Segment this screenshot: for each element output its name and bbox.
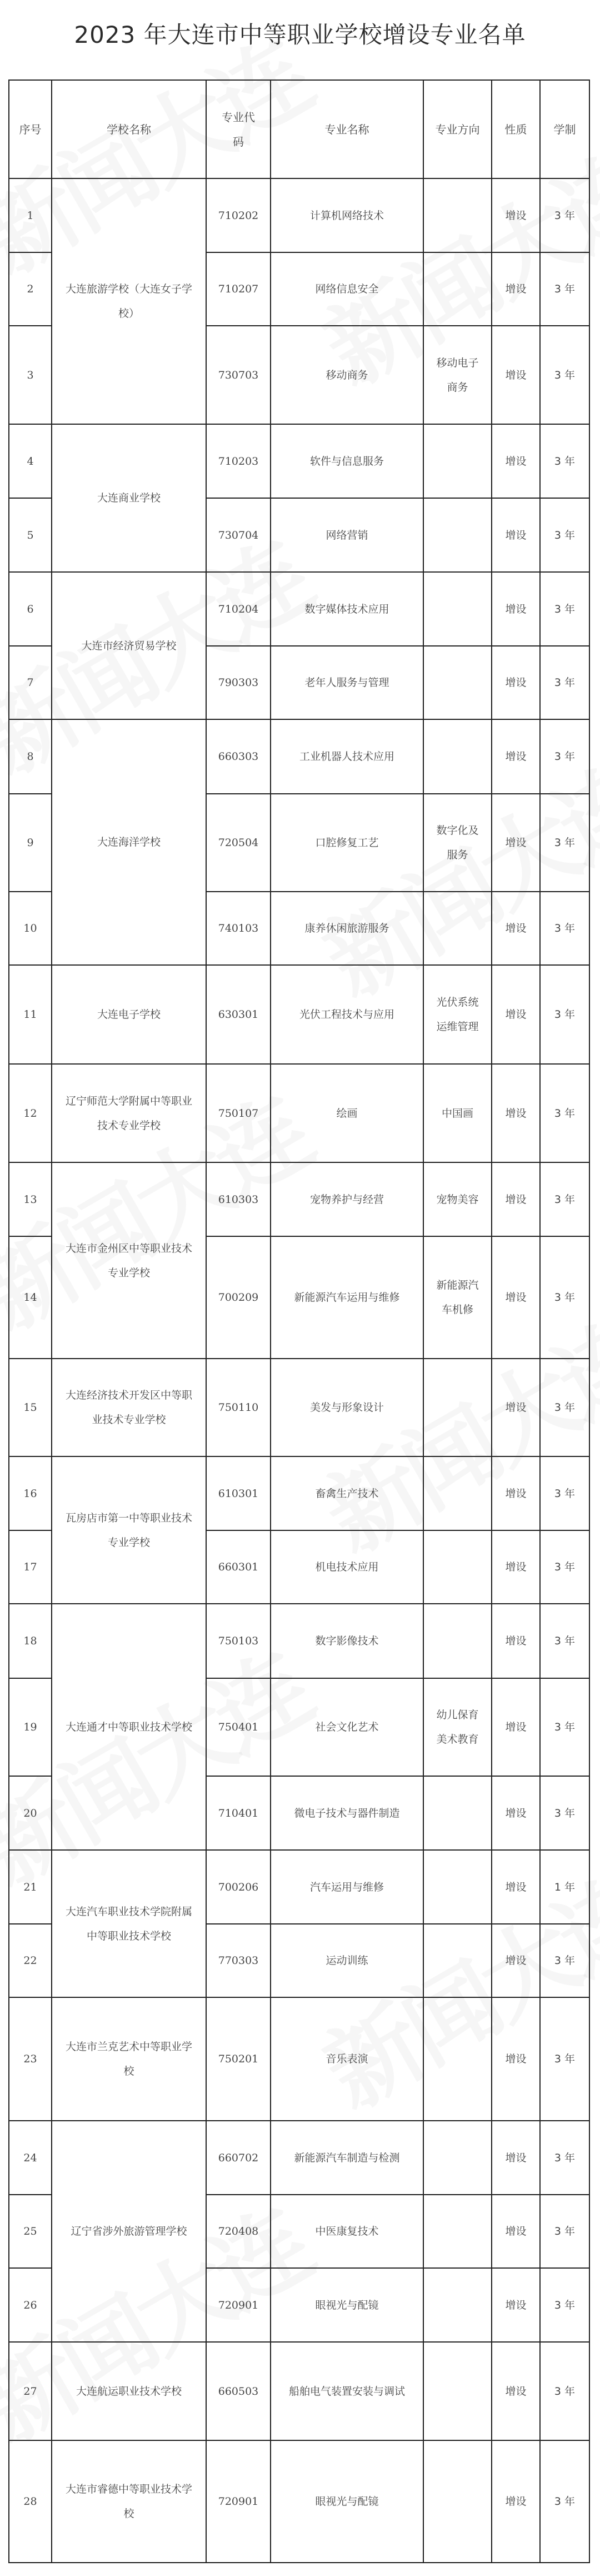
cell-no: 23 (9, 1997, 52, 2121)
cell-code: 720901 (206, 2268, 271, 2342)
cell-code: 750103 (206, 1604, 271, 1678)
header-school: 学校名称 (52, 80, 206, 178)
cell-direction: 幼儿保育美术教育 (423, 1678, 492, 1776)
cell-direction (423, 252, 492, 326)
cell-no: 28 (9, 2440, 52, 2563)
cell-duration: 3 年 (540, 424, 589, 498)
cell-no: 14 (9, 1236, 52, 1359)
cell-no: 27 (9, 2342, 52, 2440)
cell-no: 12 (9, 1064, 52, 1162)
cell-nature: 增设 (492, 572, 540, 646)
table-row (9, 1064, 589, 1162)
table-row (9, 1604, 589, 1678)
cell-direction (423, 1604, 492, 1678)
cell-direction (423, 1924, 492, 1997)
table-row (9, 1359, 589, 1456)
cell-no: 25 (9, 2195, 52, 2268)
cell-code: 710401 (206, 1776, 271, 1850)
cell-code: 710204 (206, 572, 271, 646)
cell-code: 660303 (206, 719, 271, 794)
cell-major: 网络营销 (271, 498, 423, 572)
cell-direction (423, 1456, 492, 1530)
cell-duration: 3 年 (540, 326, 589, 424)
cell-nature: 增设 (492, 1359, 540, 1456)
cell-code: 790303 (206, 646, 271, 719)
cell-major: 眼视光与配镜 (271, 2268, 423, 2342)
cell-code: 720408 (206, 2195, 271, 2268)
cell-no: 24 (9, 2121, 52, 2195)
major-table (8, 79, 590, 2563)
cell-direction (423, 1997, 492, 2121)
cell-nature: 增设 (492, 2268, 540, 2342)
cell-school: 大连电子学校 (52, 965, 206, 1064)
cell-code: 660301 (206, 1530, 271, 1604)
cell-duration: 3 年 (540, 498, 589, 572)
table-row (9, 424, 589, 498)
cell-duration: 3 年 (540, 794, 589, 892)
cell-school: 大连汽车职业技术学院附属中等职业技术学校 (52, 1850, 206, 1997)
header-major: 专业名称 (271, 80, 423, 178)
cell-school: 大连市金州区中等职业技术专业学校 (52, 1162, 206, 1359)
cell-no: 22 (9, 1924, 52, 1997)
cell-major: 数字媒体技术应用 (271, 572, 423, 646)
cell-no: 13 (9, 1162, 52, 1236)
cell-major: 畜禽生产技术 (271, 1456, 423, 1530)
table-row (9, 178, 589, 252)
cell-no: 15 (9, 1359, 52, 1456)
cell-major: 美发与形象设计 (271, 1359, 423, 1456)
cell-nature: 增设 (492, 498, 540, 572)
cell-major: 计算机网络技术 (271, 178, 423, 252)
cell-duration: 3 年 (540, 719, 589, 794)
cell-direction: 新能源汽车机修 (423, 1236, 492, 1359)
cell-code: 700206 (206, 1850, 271, 1924)
cell-nature: 增设 (492, 1924, 540, 1997)
cell-major: 新能源汽车运用与维修 (271, 1236, 423, 1359)
table-row (9, 719, 589, 794)
cell-direction: 光伏系统运维管理 (423, 965, 492, 1064)
cell-nature: 增设 (492, 719, 540, 794)
cell-duration: 3 年 (540, 1162, 589, 1236)
cell-major: 微电子技术与器件制造 (271, 1776, 423, 1850)
cell-no: 9 (9, 794, 52, 892)
cell-nature: 增设 (492, 646, 540, 719)
cell-duration: 3 年 (540, 1456, 589, 1530)
cell-nature: 增设 (492, 178, 540, 252)
cell-nature: 增设 (492, 1236, 540, 1359)
cell-duration: 3 年 (540, 572, 589, 646)
cell-duration: 3 年 (540, 1236, 589, 1359)
cell-no: 11 (9, 965, 52, 1064)
cell-nature: 增设 (492, 1776, 540, 1850)
cell-duration: 3 年 (540, 1997, 589, 2121)
cell-direction: 移动电子商务 (423, 326, 492, 424)
cell-no: 10 (9, 892, 52, 965)
cell-direction (423, 2195, 492, 2268)
cell-no: 3 (9, 326, 52, 424)
cell-no: 26 (9, 2268, 52, 2342)
header-no: 序号 (9, 80, 52, 178)
cell-direction: 宠物美容 (423, 1162, 492, 1236)
cell-code: 750401 (206, 1678, 271, 1776)
table-row (9, 1850, 589, 1924)
page-title: 2023 年大连市中等职业学校增设专业名单 (74, 21, 526, 48)
cell-major: 运动训练 (271, 1924, 423, 1997)
cell-school: 辽宁师范大学附属中等职业技术专业学校 (52, 1064, 206, 1162)
cell-major: 社会文化艺术 (271, 1678, 423, 1776)
cell-code: 720504 (206, 794, 271, 892)
cell-nature: 增设 (492, 326, 540, 424)
header-duration: 学制 (540, 80, 589, 178)
cell-duration: 3 年 (540, 2440, 589, 2563)
header-direction: 专业方向 (423, 80, 492, 178)
table-row (9, 2440, 589, 2563)
cell-code: 730704 (206, 498, 271, 572)
cell-direction (423, 2268, 492, 2342)
cell-code: 660503 (206, 2342, 271, 2440)
cell-major: 绘画 (271, 1064, 423, 1162)
cell-duration: 3 年 (540, 1530, 589, 1604)
table-row (9, 572, 589, 646)
cell-nature: 增设 (492, 794, 540, 892)
cell-no: 8 (9, 719, 52, 794)
cell-duration: 3 年 (540, 2195, 589, 2268)
cell-duration: 3 年 (540, 646, 589, 719)
cell-no: 18 (9, 1604, 52, 1678)
cell-direction (423, 1850, 492, 1924)
cell-direction (423, 424, 492, 498)
cell-nature: 增设 (492, 965, 540, 1064)
cell-school: 瓦房店市第一中等职业技术专业学校 (52, 1456, 206, 1604)
cell-nature: 增设 (492, 424, 540, 498)
cell-major: 软件与信息服务 (271, 424, 423, 498)
cell-direction (423, 178, 492, 252)
cell-duration: 3 年 (540, 1359, 589, 1456)
cell-nature: 增设 (492, 252, 540, 326)
cell-major: 机电技术应用 (271, 1530, 423, 1604)
cell-no: 2 (9, 252, 52, 326)
cell-code: 710207 (206, 252, 271, 326)
cell-duration: 3 年 (540, 2121, 589, 2195)
cell-nature: 增设 (492, 2342, 540, 2440)
cell-major: 船舶电气装置安装与调试 (271, 2342, 423, 2440)
cell-duration: 3 年 (540, 1064, 589, 1162)
cell-duration: 3 年 (540, 2268, 589, 2342)
cell-nature: 增设 (492, 1850, 540, 1924)
cell-no: 19 (9, 1678, 52, 1776)
cell-direction (423, 646, 492, 719)
header-code: 专业代码 (206, 80, 271, 178)
table-row (9, 1997, 589, 2121)
cell-code: 710203 (206, 424, 271, 498)
cell-nature: 增设 (492, 1456, 540, 1530)
cell-school: 大连通才中等职业技术学校 (52, 1604, 206, 1850)
cell-duration: 3 年 (540, 965, 589, 1064)
table-row (9, 965, 589, 1064)
cell-major: 数字影像技术 (271, 1604, 423, 1678)
cell-code: 720901 (206, 2440, 271, 2563)
cell-code: 630301 (206, 965, 271, 1064)
cell-duration: 3 年 (540, 1678, 589, 1776)
cell-major: 移动商务 (271, 326, 423, 424)
cell-nature: 增设 (492, 1997, 540, 2121)
cell-code: 730703 (206, 326, 271, 424)
cell-school: 大连航运职业技术学校 (52, 2342, 206, 2440)
table-row (9, 1456, 589, 1530)
cell-code: 710202 (206, 178, 271, 252)
cell-duration: 3 年 (540, 252, 589, 326)
cell-direction (423, 719, 492, 794)
cell-major: 中医康复技术 (271, 2195, 423, 2268)
table-row (9, 1162, 589, 1236)
cell-duration: 3 年 (540, 892, 589, 965)
cell-nature: 增设 (492, 892, 540, 965)
cell-duration: 3 年 (540, 1604, 589, 1678)
cell-major: 口腔修复工艺 (271, 794, 423, 892)
cell-nature: 增设 (492, 1604, 540, 1678)
cell-major: 网络信息安全 (271, 252, 423, 326)
cell-school: 大连商业学校 (52, 424, 206, 572)
cell-code: 610301 (206, 1456, 271, 1530)
cell-no: 21 (9, 1850, 52, 1924)
cell-direction: 中国画 (423, 1064, 492, 1162)
cell-code: 750110 (206, 1359, 271, 1456)
cell-major: 眼视光与配镜 (271, 2440, 423, 2563)
cell-no: 17 (9, 1530, 52, 1604)
cell-duration: 3 年 (540, 1924, 589, 1997)
cell-duration: 1 年 (540, 1850, 589, 1924)
cell-code: 750107 (206, 1064, 271, 1162)
cell-code: 610303 (206, 1162, 271, 1236)
cell-code: 700209 (206, 1236, 271, 1359)
cell-code: 740103 (206, 892, 271, 965)
cell-school: 大连市睿德中等职业技术学校 (52, 2440, 206, 2563)
cell-duration: 3 年 (540, 1776, 589, 1850)
cell-nature: 增设 (492, 1064, 540, 1162)
cell-direction (423, 1530, 492, 1604)
cell-no: 4 (9, 424, 52, 498)
cell-duration: 3 年 (540, 2342, 589, 2440)
cell-direction: 数字化及服务 (423, 794, 492, 892)
cell-no: 5 (9, 498, 52, 572)
cell-nature: 增设 (492, 1162, 540, 1236)
table-row (9, 2342, 589, 2440)
cell-school: 大连市经济贸易学校 (52, 572, 206, 719)
cell-nature: 增设 (492, 1530, 540, 1604)
cell-school: 大连市兰克艺术中等职业学校 (52, 1997, 206, 2121)
cell-major: 工业机器人技术应用 (271, 719, 423, 794)
cell-direction (423, 572, 492, 646)
cell-direction (423, 2121, 492, 2195)
table-header-row (9, 80, 589, 178)
cell-major: 光伏工程技术与应用 (271, 965, 423, 1064)
cell-nature: 增设 (492, 1678, 540, 1776)
cell-no: 16 (9, 1456, 52, 1530)
header-nature: 性质 (492, 80, 540, 178)
cell-major: 音乐表演 (271, 1997, 423, 2121)
cell-school: 辽宁省涉外旅游管理学校 (52, 2121, 206, 2342)
cell-nature: 增设 (492, 2195, 540, 2268)
cell-major: 宠物养护与经营 (271, 1162, 423, 1236)
cell-no: 7 (9, 646, 52, 719)
cell-direction (423, 1359, 492, 1456)
cell-major: 汽车运用与维修 (271, 1850, 423, 1924)
cell-school: 大连经济技术开发区中等职业技术专业学校 (52, 1359, 206, 1456)
cell-direction (423, 892, 492, 965)
cell-nature: 增设 (492, 2440, 540, 2563)
cell-duration: 3 年 (540, 178, 589, 252)
cell-major: 新能源汽车制造与检测 (271, 2121, 423, 2195)
cell-no: 20 (9, 1776, 52, 1850)
cell-direction (423, 498, 492, 572)
cell-direction (423, 1776, 492, 1850)
cell-school: 大连海洋学校 (52, 719, 206, 965)
table-row (9, 2121, 589, 2195)
cell-direction (423, 2440, 492, 2563)
cell-nature: 增设 (492, 2121, 540, 2195)
cell-no: 1 (9, 178, 52, 252)
cell-code: 750201 (206, 1997, 271, 2121)
cell-code: 660702 (206, 2121, 271, 2195)
cell-no: 6 (9, 572, 52, 646)
cell-major: 老年人服务与管理 (271, 646, 423, 719)
cell-direction (423, 2342, 492, 2440)
cell-code: 770303 (206, 1924, 271, 1997)
cell-school: 大连旅游学校（大连女子学校） (52, 178, 206, 424)
cell-major: 康养休闲旅游服务 (271, 892, 423, 965)
